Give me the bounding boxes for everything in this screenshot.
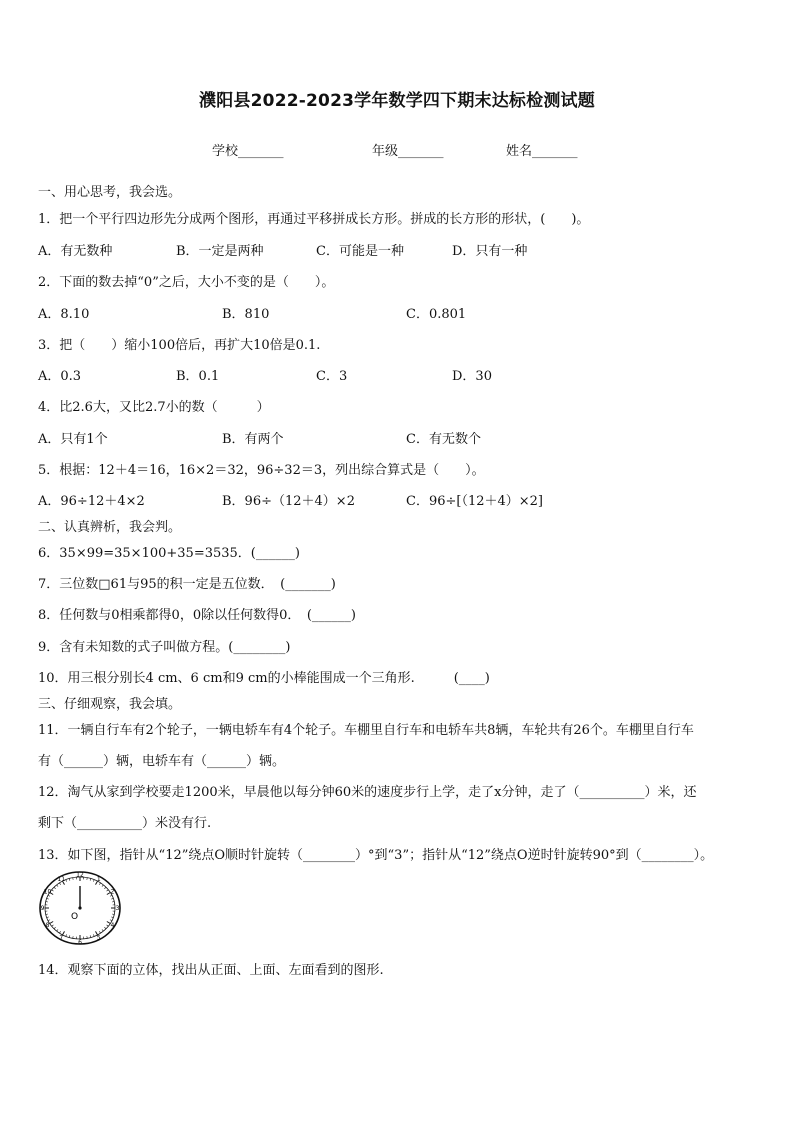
q3-option-c: C．3 [316, 369, 348, 384]
clock-tick [47, 898, 49, 899]
clock-number: 7 [59, 934, 64, 942]
clock-tick [59, 931, 60, 933]
question-3: 3．把（ ）缩小100倍后，再扩大10倍是0.1. [38, 338, 321, 353]
clock-tick [104, 927, 106, 928]
q1-option-c: C．可能是一种 [316, 244, 404, 259]
clock-tick [54, 887, 56, 888]
q1-option-d: D．只有一种 [452, 244, 528, 259]
question-7: 7．三位数□61与95的积一定是五位数． (_______) [38, 577, 336, 592]
clock-number: 9 [40, 905, 45, 913]
question-11-line-2: 有（______）辆，电轿车有（______）辆。 [38, 754, 286, 769]
clock-tick [110, 895, 112, 896]
q1-option-a: A．有无数种 [38, 244, 113, 259]
clock-center-dot [78, 906, 81, 909]
clock-tick [107, 925, 109, 926]
clock-tick [69, 879, 70, 881]
clock-tick [52, 890, 54, 891]
q5-option-b: B．96÷（12＋4）×2 [222, 494, 355, 509]
q5-option-a: A．96÷12＋4×2 [38, 494, 145, 509]
clock-number: 6 [78, 939, 82, 946]
section-2-heading: 二、认真辨析，我会判。 [38, 520, 182, 535]
clock-tick [48, 895, 50, 896]
clock-number: 10 [43, 888, 52, 896]
clock-tick [99, 883, 100, 885]
clock-number: 8 [45, 922, 50, 930]
clock-number: 11 [57, 875, 66, 883]
clock-tick [111, 898, 113, 899]
q4-option-c: C．有无数个 [406, 432, 481, 447]
clock-tick [102, 885, 103, 887]
q4-option-b: B．有两个 [222, 432, 284, 447]
q5-option-c: C．96÷[（12＋4）×2] [406, 494, 544, 509]
question-8: 8．任何数与0相乘都得0，0除以任何数得0． (______) [38, 608, 356, 623]
clock-tick [107, 890, 109, 891]
clock-center-label: O [71, 912, 79, 922]
q1-option-b: B．一定是两种 [176, 244, 264, 259]
clock-tick [90, 935, 91, 937]
clock-tick [93, 934, 94, 936]
q3-option-b: B．0.1 [176, 369, 220, 384]
clock-tick [104, 887, 106, 888]
clock-tick [102, 929, 103, 931]
question-10: 10．用三根分别长4 cm、6 cm和9 cm的小棒能围成一个三角形. (____) [38, 671, 490, 686]
clock-face-icon [38, 870, 122, 946]
clock-number: 4 [110, 922, 115, 930]
q3-option-a: A．0.3 [38, 369, 82, 384]
clock-tick [47, 917, 49, 918]
clock-tick [59, 883, 60, 885]
q4-option-a: A．只有1个 [38, 432, 108, 447]
clock-tick [48, 920, 50, 921]
school-field: 学校_______ [212, 144, 284, 159]
question-11-line-1: 11．一辆自行车有2个轮子，一辆电轿车有4个轮子。车棚里自行车和电轿车共8辆，车轮共有26个。车棚里自行车 [38, 723, 694, 738]
clock-tick [99, 931, 100, 933]
question-1: 1．把一个平行四边形先分成两个图形，再通过平移拼成长方形。拼成的长方形的形状，( )。 [38, 212, 590, 227]
clock-tick [52, 925, 54, 926]
page-title: 濮阳县2022-2023学年数学四下期末达标检测试题 [199, 91, 595, 111]
clock-tick [111, 917, 113, 918]
q3-option-d: D．30 [452, 369, 492, 384]
clock-number: 2 [110, 888, 115, 896]
q2-option-b: B．810 [222, 307, 270, 322]
clock-tick [66, 880, 67, 882]
question-14: 14．观察下面的立体，找出从正面、上面、左面看到的图形. [38, 963, 384, 978]
q2-option-a: A．8.10 [38, 307, 90, 322]
q2-option-c: C．0.801 [406, 307, 467, 322]
clock-tick [69, 935, 70, 937]
question-4: 4．比2.6大，又比2.7小的数（ ） [38, 400, 270, 415]
clock-number: 1 [96, 875, 101, 883]
clock-number: 3 [115, 905, 120, 913]
clock-diagram [38, 870, 122, 946]
clock-tick [90, 879, 91, 881]
question-9: 9．含有未知数的式子叫做方程。(________) [38, 640, 291, 655]
clock-tick [57, 929, 58, 931]
question-12-line-2: 剩下（__________）米没有行. [38, 816, 212, 831]
clock-number: 12 [76, 871, 84, 879]
clock-tick [66, 934, 67, 936]
name-field: 姓名_______ [506, 144, 578, 159]
clock-number: 5 [96, 934, 101, 942]
question-13: 13．如下图，指针从“12”绕点O顺时针旋转（________）°到“3”；指针从“12”绕点O逆时针旋转90°到（________）。 [38, 848, 714, 863]
question-2: 2．下面的数去掉“0”之后，大小不变的是（ ）。 [38, 275, 335, 290]
question-5: 5．根据：12＋4＝16，16×2＝32，96÷32＝3，列出综合算式是（ ）。 [38, 463, 485, 478]
clock-tick [50, 922, 53, 924]
clock-tick [57, 885, 58, 887]
clock-tick [110, 920, 112, 921]
question-6: 6．35×99=35×100+35=3535．(______) [38, 546, 300, 561]
question-12-line-1: 12．淘气从家到学校要走1200米，早晨他以每分钟60米的速度步行上学，走了x分钟，走了（__________）米，还 [38, 785, 697, 800]
clock-tick [54, 927, 56, 928]
clock-tick [93, 880, 94, 882]
grade-field: 年级_______ [372, 144, 444, 159]
section-1-heading: 一、用心思考，我会选。 [38, 185, 182, 200]
section-3-heading: 三、仔细观察，我会填。 [38, 697, 182, 712]
